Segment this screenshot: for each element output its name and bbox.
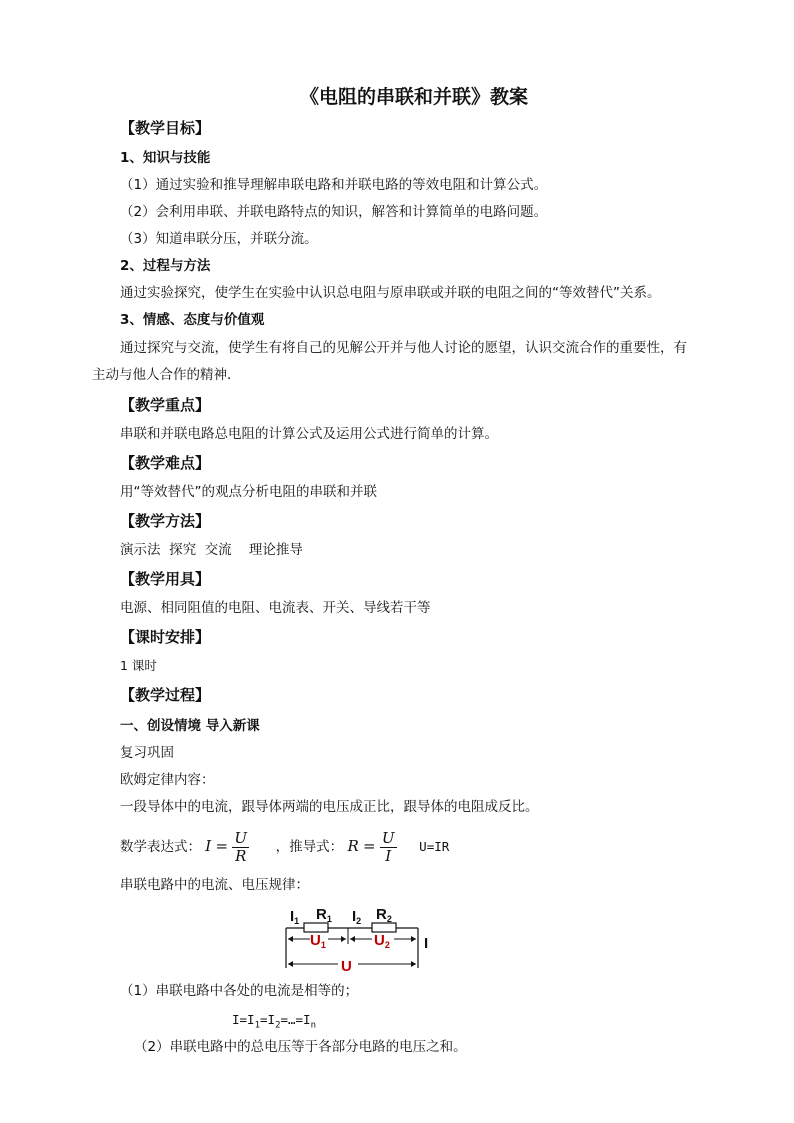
derive-numerator: U xyxy=(381,828,395,847)
goal-process-text: 通过实验探究，使学生在实验中认识总电阻与原串联或并联的电阻之间的“等效替代”关系。 xyxy=(120,285,661,301)
document-title: 《电阻的串联和并联》教案 xyxy=(300,86,529,108)
process-review: 复习巩固 xyxy=(120,745,174,761)
arrowhead xyxy=(411,961,416,967)
process-ohm-text: 一段导体中的电流，跟导体两端的电压成正比，跟导体的电阻成反比。 xyxy=(120,799,539,815)
resistor-r2-symbol xyxy=(372,923,396,932)
eq-part: =I xyxy=(260,1012,276,1027)
schedule-text: 1 课时 xyxy=(120,658,157,673)
arrowhead xyxy=(411,936,416,942)
section-goals-heading: 【教学目标】 xyxy=(120,119,211,137)
label-u-total: U xyxy=(341,958,352,972)
arrowhead xyxy=(350,936,355,942)
section-difficulties-heading: 【教学难点】 xyxy=(120,454,211,472)
resistor-r1-symbol xyxy=(304,923,328,932)
section-tools-heading: 【教学用具】 xyxy=(120,570,211,588)
key-points-text: 串联和并联电路总电阻的计算公式及运用公式进行简单的计算。 xyxy=(120,426,498,442)
derive-fraction xyxy=(380,830,397,865)
goal-heading-process: 2、过程与方法 xyxy=(120,258,211,274)
expression-fraction xyxy=(232,830,249,865)
label-r1: $R_1$ xyxy=(316,906,332,924)
arrowhead xyxy=(341,936,346,942)
eq-sub: 2 xyxy=(275,1020,281,1031)
label-i-total: I xyxy=(424,935,429,952)
tools-text: 电源、相同阻值的电阻、电流表、开关、导线若干等 xyxy=(120,600,431,616)
expression-denominator: R xyxy=(235,846,247,865)
arrowhead xyxy=(288,936,293,942)
process-ohm-title: 欧姆定律内容： xyxy=(120,772,215,788)
eq-sub: 1 xyxy=(254,1020,260,1031)
label-i1: $I_1$ xyxy=(290,908,300,926)
section-methods-heading: 【教学方法】 xyxy=(120,512,211,530)
label-u1: $U_1$ xyxy=(310,932,326,950)
equals-sign: = xyxy=(363,837,376,855)
goal-heading-knowledge: 1、知识与技能 xyxy=(120,150,211,166)
series-rule-2: （2）串联电路中的总电压等于各部分电路的电压之和。 xyxy=(134,1039,467,1055)
label-i2: $I_2$ xyxy=(352,908,362,926)
series-rule-title: 串联电路中的电流、电压规律： xyxy=(120,877,309,893)
goal-heading-attitude: 3、情感、态度与价值观 xyxy=(120,312,265,328)
eq-part: =…=I xyxy=(280,1012,311,1027)
goal-attitude-line1: 通过探究与交流，使学生有将自己的见解公开并与他人讨论的愿望，认识交流合作的重要性，有 xyxy=(120,340,687,356)
uir-formula: U=IR xyxy=(419,839,450,854)
eq-part: I=I xyxy=(232,1012,255,1027)
derive-denominator: I xyxy=(385,846,392,865)
derive-label: ，推导式： xyxy=(275,839,344,855)
expression-numerator: U xyxy=(234,828,248,847)
goal-knowledge-2: （2）会利用串联、并联电路特点的知识，解答和计算简单的电路问题。 xyxy=(120,204,548,220)
eq-sub: n xyxy=(310,1020,317,1031)
difficulties-text: 用“等效替代”的观点分析电阻的串联和并联 xyxy=(120,484,377,500)
section-process-heading: 【教学过程】 xyxy=(120,686,211,704)
series-rule-1: （1）串联电路中各处的电流是相等的； xyxy=(120,983,359,999)
methods-text: 演示法 探究 交流 理论推导 xyxy=(120,542,303,558)
label-r2: $R_2$ xyxy=(376,906,392,924)
process-heading-intro: 一、创设情境 导入新课 xyxy=(120,718,260,734)
equals-sign: = xyxy=(215,837,229,855)
goal-knowledge-3: （3）知道串联分压，并联分流。 xyxy=(120,231,318,247)
expression-lhs: I xyxy=(205,837,212,855)
label-u2: $U_2$ xyxy=(374,932,390,950)
goal-attitude-line2: 主动与他人合作的精神． xyxy=(92,367,241,383)
goal-knowledge-1: （1）通过实验和推导理解串联电路和并联电路的等效电阻和计算公式。 xyxy=(120,177,548,193)
series-circuit-diagram xyxy=(280,904,440,972)
section-key-points-heading: 【教学重点】 xyxy=(120,396,211,414)
arrowhead xyxy=(288,961,293,967)
derive-lhs: R xyxy=(347,837,359,855)
expression-label: 数学表达式： xyxy=(120,839,201,855)
section-schedule-heading: 【课时安排】 xyxy=(120,628,211,646)
current-equation xyxy=(232,1011,316,1035)
ohm-formula-line xyxy=(120,826,449,866)
